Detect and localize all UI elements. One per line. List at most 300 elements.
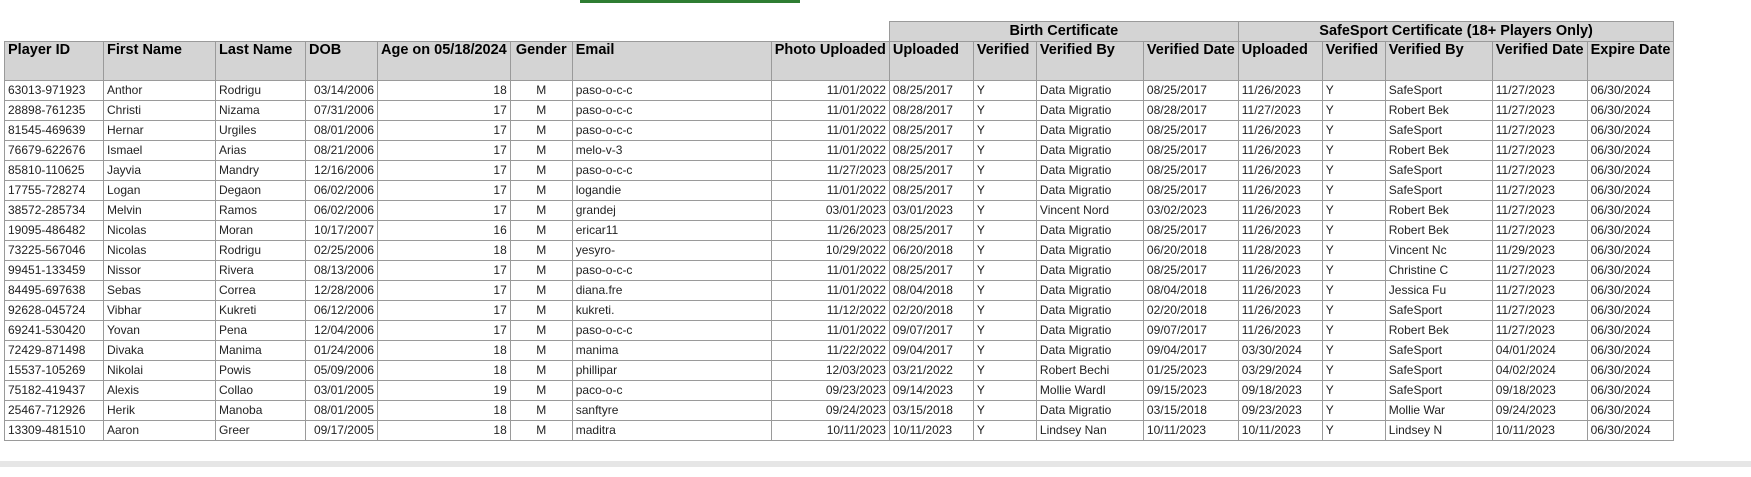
table-cell[interactable]: Mollie Wardl	[1036, 381, 1143, 401]
table-cell[interactable]: 28898-761235	[5, 101, 104, 121]
table-cell[interactable]: 10/11/2023	[771, 421, 889, 441]
table-cell[interactable]: 08/25/2017	[1143, 121, 1238, 141]
table-cell[interactable]: 11/27/2023	[1492, 321, 1587, 341]
table-cell[interactable]: Herik	[104, 401, 216, 421]
table-cell[interactable]: 06/20/2018	[889, 241, 973, 261]
table-cell[interactable]: Y	[973, 261, 1036, 281]
table-cell[interactable]: M	[510, 401, 572, 421]
table-cell[interactable]: 06/30/2024	[1587, 341, 1674, 361]
table-cell[interactable]: SafeSport	[1385, 381, 1492, 401]
table-cell[interactable]: Y	[1322, 201, 1385, 221]
table-cell[interactable]: Rodrigu	[216, 81, 306, 101]
table-cell[interactable]: 11/01/2022	[771, 141, 889, 161]
table-cell[interactable]: Y	[973, 321, 1036, 341]
table-cell[interactable]: 01/24/2006	[306, 341, 378, 361]
table-cell[interactable]: 06/02/2006	[306, 181, 378, 201]
table-cell[interactable]: Y	[1322, 221, 1385, 241]
table-cell[interactable]: 06/30/2024	[1587, 81, 1674, 101]
table-cell[interactable]: 17	[378, 261, 511, 281]
table-cell[interactable]: Robert Bechi	[1036, 361, 1143, 381]
table-cell[interactable]: 75182-419437	[5, 381, 104, 401]
table-cell[interactable]: Y	[1322, 261, 1385, 281]
table-cell[interactable]: Christine C	[1385, 261, 1492, 281]
table-cell[interactable]: Y	[1322, 241, 1385, 261]
table-cell[interactable]: 11/26/2023	[1238, 221, 1322, 241]
table-cell[interactable]: 17	[378, 281, 511, 301]
table-cell[interactable]: 09/18/2023	[1492, 381, 1587, 401]
column-header-15[interactable]: Verified Date	[1492, 42, 1587, 81]
table-cell[interactable]: 08/04/2018	[1143, 281, 1238, 301]
table-cell[interactable]: 06/30/2024	[1587, 401, 1674, 421]
table-cell[interactable]: 03/15/2018	[1143, 401, 1238, 421]
table-cell[interactable]: Y	[973, 401, 1036, 421]
table-cell[interactable]: 08/25/2017	[889, 121, 973, 141]
table-cell[interactable]: Mandry	[216, 161, 306, 181]
table-cell[interactable]: 08/21/2006	[306, 141, 378, 161]
table-cell[interactable]: 84495-697638	[5, 281, 104, 301]
table-cell[interactable]: 92628-045724	[5, 301, 104, 321]
table-cell[interactable]: 01/25/2023	[1143, 361, 1238, 381]
table-cell[interactable]: Data Migratio	[1036, 401, 1143, 421]
table-cell[interactable]: Y	[973, 381, 1036, 401]
column-header-3[interactable]: DOB	[306, 42, 378, 81]
table-cell[interactable]: 18	[378, 341, 511, 361]
column-header-10[interactable]: Verified By	[1036, 42, 1143, 81]
table-cell[interactable]: 18	[378, 81, 511, 101]
table-cell[interactable]: 11/26/2023	[771, 221, 889, 241]
table-cell[interactable]: 16	[378, 221, 511, 241]
table-cell[interactable]: Y	[1322, 381, 1385, 401]
table-cell[interactable]: 09/24/2023	[771, 401, 889, 421]
table-cell[interactable]: 06/30/2024	[1587, 301, 1674, 321]
table-cell[interactable]: 11/26/2023	[1238, 281, 1322, 301]
table-cell[interactable]: Y	[1322, 121, 1385, 141]
table-cell[interactable]: 11/01/2022	[771, 81, 889, 101]
table-cell[interactable]: 12/04/2006	[306, 321, 378, 341]
table-cell[interactable]: Pena	[216, 321, 306, 341]
table-cell[interactable]: Jessica Fu	[1385, 281, 1492, 301]
table-cell[interactable]: Manima	[216, 341, 306, 361]
table-cell[interactable]: Y	[973, 161, 1036, 181]
table-cell[interactable]: 06/30/2024	[1587, 421, 1674, 441]
table-cell[interactable]: 11/27/2023	[1492, 141, 1587, 161]
table-cell[interactable]: SafeSport	[1385, 301, 1492, 321]
table-cell[interactable]: 10/29/2022	[771, 241, 889, 261]
table-cell[interactable]: 11/01/2022	[771, 261, 889, 281]
table-cell[interactable]: 10/11/2023	[889, 421, 973, 441]
table-cell[interactable]: 11/27/2023	[1492, 101, 1587, 121]
table-cell[interactable]: 03/01/2023	[889, 201, 973, 221]
table-cell[interactable]: 06/30/2024	[1587, 101, 1674, 121]
table-cell[interactable]: 04/02/2024	[1492, 361, 1587, 381]
table-cell[interactable]: 11/27/2023	[1492, 181, 1587, 201]
table-cell[interactable]: 06/30/2024	[1587, 241, 1674, 261]
table-cell[interactable]: Y	[973, 341, 1036, 361]
column-header-1[interactable]: First Name	[104, 42, 216, 81]
table-cell[interactable]: 03/02/2023	[1143, 201, 1238, 221]
table-cell[interactable]: 11/26/2023	[1238, 161, 1322, 181]
table-cell[interactable]: Y	[1322, 321, 1385, 341]
table-cell[interactable]: Y	[973, 121, 1036, 141]
table-cell[interactable]: 11/26/2023	[1238, 141, 1322, 161]
table-cell[interactable]: Data Migratio	[1036, 241, 1143, 261]
table-cell[interactable]: ericar11	[572, 221, 771, 241]
table-cell[interactable]: SafeSport	[1385, 341, 1492, 361]
table-cell[interactable]: 09/18/2023	[1238, 381, 1322, 401]
table-cell[interactable]: 11/01/2022	[771, 101, 889, 121]
table-cell[interactable]: 02/20/2018	[1143, 301, 1238, 321]
table-cell[interactable]: 99451-133459	[5, 261, 104, 281]
table-cell[interactable]: Ramos	[216, 201, 306, 221]
table-cell[interactable]: Y	[1322, 141, 1385, 161]
table-cell[interactable]: M	[510, 121, 572, 141]
table-cell[interactable]: Robert Bek	[1385, 201, 1492, 221]
table-cell[interactable]: Hernar	[104, 121, 216, 141]
table-cell[interactable]: maditra	[572, 421, 771, 441]
table-cell[interactable]: 08/01/2006	[306, 121, 378, 141]
table-cell[interactable]: paso-o-c-c	[572, 261, 771, 281]
table-cell[interactable]: Y	[973, 181, 1036, 201]
column-header-8[interactable]: Uploaded	[889, 42, 973, 81]
table-cell[interactable]: paso-o-c-c	[572, 101, 771, 121]
table-cell[interactable]: Rivera	[216, 261, 306, 281]
table-cell[interactable]: 09/14/2023	[889, 381, 973, 401]
table-cell[interactable]: 06/30/2024	[1587, 221, 1674, 241]
table-cell[interactable]: diana.fre	[572, 281, 771, 301]
table-cell[interactable]: Y	[973, 221, 1036, 241]
table-cell[interactable]: M	[510, 341, 572, 361]
table-cell[interactable]: Y	[973, 241, 1036, 261]
table-cell[interactable]: paco-o-c	[572, 381, 771, 401]
table-cell[interactable]: 03/15/2018	[889, 401, 973, 421]
table-cell[interactable]: 03/30/2024	[1238, 341, 1322, 361]
table-cell[interactable]: Rodrigu	[216, 241, 306, 261]
column-header-2[interactable]: Last Name	[216, 42, 306, 81]
table-cell[interactable]: M	[510, 201, 572, 221]
table-cell[interactable]: Nikolai	[104, 361, 216, 381]
table-cell[interactable]: 11/26/2023	[1238, 121, 1322, 141]
table-cell[interactable]: Sebas	[104, 281, 216, 301]
table-cell[interactable]: 08/25/2017	[1143, 181, 1238, 201]
table-cell[interactable]: Kukreti	[216, 301, 306, 321]
table-cell[interactable]: SafeSport	[1385, 121, 1492, 141]
table-cell[interactable]: 17	[378, 161, 511, 181]
table-cell[interactable]: Melvin	[104, 201, 216, 221]
table-cell[interactable]: Data Migratio	[1036, 221, 1143, 241]
table-cell[interactable]: 06/12/2006	[306, 301, 378, 321]
table-cell[interactable]: Data Migratio	[1036, 161, 1143, 181]
table-cell[interactable]: Y	[973, 141, 1036, 161]
table-cell[interactable]: M	[510, 421, 572, 441]
table-cell[interactable]: M	[510, 301, 572, 321]
table-cell[interactable]: M	[510, 281, 572, 301]
column-header-4[interactable]: Age on 05/18/2024	[378, 42, 511, 81]
table-cell[interactable]: Nissor	[104, 261, 216, 281]
table-cell[interactable]: 17	[378, 121, 511, 141]
table-cell[interactable]: Alexis	[104, 381, 216, 401]
table-cell[interactable]: 11/29/2023	[1492, 241, 1587, 261]
table-cell[interactable]: paso-o-c-c	[572, 161, 771, 181]
table-cell[interactable]: 15537-105269	[5, 361, 104, 381]
table-cell[interactable]: 73225-567046	[5, 241, 104, 261]
table-cell[interactable]: Aaron	[104, 421, 216, 441]
column-header-9[interactable]: Verified	[973, 42, 1036, 81]
table-cell[interactable]: 04/01/2024	[1492, 341, 1587, 361]
table-cell[interactable]: 11/26/2023	[1238, 181, 1322, 201]
table-cell[interactable]: 18	[378, 421, 511, 441]
table-cell[interactable]: Data Migratio	[1036, 341, 1143, 361]
table-cell[interactable]: 09/17/2005	[306, 421, 378, 441]
table-cell[interactable]: Mollie War	[1385, 401, 1492, 421]
table-cell[interactable]: Y	[1322, 421, 1385, 441]
table-cell[interactable]: Lindsey N	[1385, 421, 1492, 441]
table-cell[interactable]: 08/28/2017	[1143, 101, 1238, 121]
table-cell[interactable]: 08/25/2017	[1143, 81, 1238, 101]
table-cell[interactable]: Data Migratio	[1036, 141, 1143, 161]
table-cell[interactable]: Y	[1322, 281, 1385, 301]
table-cell[interactable]: paso-o-c-c	[572, 321, 771, 341]
table-cell[interactable]: M	[510, 101, 572, 121]
table-cell[interactable]: 11/27/2023	[1492, 221, 1587, 241]
table-cell[interactable]: 11/01/2022	[771, 121, 889, 141]
table-cell[interactable]: 11/27/2023	[1492, 161, 1587, 181]
table-cell[interactable]: 19095-486482	[5, 221, 104, 241]
table-cell[interactable]: Y	[1322, 101, 1385, 121]
table-cell[interactable]: Y	[1322, 161, 1385, 181]
table-cell[interactable]: Data Migratio	[1036, 181, 1143, 201]
table-cell[interactable]: 11/26/2023	[1238, 301, 1322, 321]
table-cell[interactable]: 06/30/2024	[1587, 161, 1674, 181]
table-cell[interactable]: 09/15/2023	[1143, 381, 1238, 401]
table-cell[interactable]: Arias	[216, 141, 306, 161]
table-cell[interactable]: 11/26/2023	[1238, 81, 1322, 101]
table-cell[interactable]: 11/12/2022	[771, 301, 889, 321]
table-cell[interactable]: 11/01/2022	[771, 181, 889, 201]
table-cell[interactable]: Urgiles	[216, 121, 306, 141]
table-cell[interactable]: M	[510, 241, 572, 261]
table-cell[interactable]: 38572-285734	[5, 201, 104, 221]
table-cell[interactable]: 17	[378, 301, 511, 321]
table-cell[interactable]: 03/29/2024	[1238, 361, 1322, 381]
table-cell[interactable]: Data Migratio	[1036, 321, 1143, 341]
table-cell[interactable]: Data Migratio	[1036, 281, 1143, 301]
table-cell[interactable]: Vibhar	[104, 301, 216, 321]
table-cell[interactable]: 11/01/2022	[771, 321, 889, 341]
table-cell[interactable]: 10/11/2023	[1143, 421, 1238, 441]
column-header-5[interactable]: Gender	[510, 42, 572, 81]
table-cell[interactable]: 11/27/2023	[1492, 281, 1587, 301]
table-cell[interactable]: manima	[572, 341, 771, 361]
table-cell[interactable]: 18	[378, 401, 511, 421]
table-cell[interactable]: 13309-481510	[5, 421, 104, 441]
table-cell[interactable]: 11/26/2023	[1238, 201, 1322, 221]
table-cell[interactable]: 17755-728274	[5, 181, 104, 201]
table-cell[interactable]: 11/01/2022	[771, 281, 889, 301]
table-cell[interactable]: Y	[1322, 361, 1385, 381]
table-cell[interactable]: 10/11/2023	[1238, 421, 1322, 441]
table-cell[interactable]: 09/24/2023	[1492, 401, 1587, 421]
table-cell[interactable]: 06/30/2024	[1587, 361, 1674, 381]
table-cell[interactable]: 17	[378, 181, 511, 201]
table-cell[interactable]: Y	[973, 101, 1036, 121]
table-cell[interactable]: 03/01/2023	[771, 201, 889, 221]
table-cell[interactable]: 17	[378, 141, 511, 161]
table-cell[interactable]: 17	[378, 101, 511, 121]
table-cell[interactable]: M	[510, 81, 572, 101]
table-cell[interactable]: Y	[1322, 181, 1385, 201]
column-header-7[interactable]: Photo Uploaded	[771, 42, 889, 81]
table-cell[interactable]: M	[510, 321, 572, 341]
table-cell[interactable]: Robert Bek	[1385, 141, 1492, 161]
table-cell[interactable]: 19	[378, 381, 511, 401]
table-cell[interactable]: 03/01/2005	[306, 381, 378, 401]
table-cell[interactable]: 17	[378, 321, 511, 341]
table-cell[interactable]: Divaka	[104, 341, 216, 361]
table-cell[interactable]: Collao	[216, 381, 306, 401]
table-cell[interactable]: SafeSport	[1385, 81, 1492, 101]
column-header-11[interactable]: Verified Date	[1143, 42, 1238, 81]
table-cell[interactable]: 69241-530420	[5, 321, 104, 341]
table-cell[interactable]: Nicolas	[104, 241, 216, 261]
table-cell[interactable]: 06/30/2024	[1587, 261, 1674, 281]
table-cell[interactable]: 10/11/2023	[1492, 421, 1587, 441]
table-cell[interactable]: logandie	[572, 181, 771, 201]
table-cell[interactable]: 08/28/2017	[889, 101, 973, 121]
table-cell[interactable]: Greer	[216, 421, 306, 441]
table-cell[interactable]: 11/27/2023	[1492, 201, 1587, 221]
table-cell[interactable]: 03/14/2006	[306, 81, 378, 101]
table-cell[interactable]: Data Migratio	[1036, 301, 1143, 321]
table-cell[interactable]: 06/30/2024	[1587, 181, 1674, 201]
table-cell[interactable]: 12/03/2023	[771, 361, 889, 381]
table-cell[interactable]: 08/25/2017	[889, 181, 973, 201]
table-cell[interactable]: Moran	[216, 221, 306, 241]
table-cell[interactable]: 11/27/2023	[1492, 81, 1587, 101]
table-cell[interactable]: Y	[973, 281, 1036, 301]
table-cell[interactable]: Vincent Nord	[1036, 201, 1143, 221]
column-header-12[interactable]: Uploaded	[1238, 42, 1322, 81]
table-cell[interactable]: 06/02/2006	[306, 201, 378, 221]
table-cell[interactable]: M	[510, 221, 572, 241]
table-cell[interactable]: Nizama	[216, 101, 306, 121]
table-cell[interactable]: Manoba	[216, 401, 306, 421]
table-cell[interactable]: 05/09/2006	[306, 361, 378, 381]
table-cell[interactable]: Y	[1322, 81, 1385, 101]
table-cell[interactable]: 12/16/2006	[306, 161, 378, 181]
table-cell[interactable]: M	[510, 261, 572, 281]
table-cell[interactable]: 72429-871498	[5, 341, 104, 361]
column-header-0[interactable]: Player ID	[5, 42, 104, 81]
table-cell[interactable]: 06/30/2024	[1587, 201, 1674, 221]
table-cell[interactable]: 08/25/2017	[1143, 261, 1238, 281]
table-cell[interactable]: Yovan	[104, 321, 216, 341]
column-header-14[interactable]: Verified By	[1385, 42, 1492, 81]
table-cell[interactable]: 11/28/2023	[1238, 241, 1322, 261]
table-cell[interactable]: Data Migratio	[1036, 81, 1143, 101]
table-cell[interactable]: 18	[378, 241, 511, 261]
table-cell[interactable]: grandej	[572, 201, 771, 221]
table-cell[interactable]: M	[510, 381, 572, 401]
table-cell[interactable]: 08/25/2017	[1143, 221, 1238, 241]
table-cell[interactable]: SafeSport	[1385, 361, 1492, 381]
table-cell[interactable]: Data Migratio	[1036, 261, 1143, 281]
table-cell[interactable]: 11/27/2023	[1238, 101, 1322, 121]
table-cell[interactable]: 11/27/2023	[1492, 261, 1587, 281]
table-cell[interactable]: 11/22/2022	[771, 341, 889, 361]
table-cell[interactable]: Y	[973, 301, 1036, 321]
table-cell[interactable]: SafeSport	[1385, 161, 1492, 181]
table-cell[interactable]: paso-o-c-c	[572, 121, 771, 141]
table-cell[interactable]: M	[510, 361, 572, 381]
table-cell[interactable]: Anthor	[104, 81, 216, 101]
table-cell[interactable]: Y	[973, 421, 1036, 441]
table-cell[interactable]: Vincent Nc	[1385, 241, 1492, 261]
table-cell[interactable]: 85810-110625	[5, 161, 104, 181]
table-cell[interactable]: kukreti.	[572, 301, 771, 321]
table-cell[interactable]: Nicolas	[104, 221, 216, 241]
table-cell[interactable]: 09/07/2017	[1143, 321, 1238, 341]
table-cell[interactable]: Y	[973, 361, 1036, 381]
table-cell[interactable]: 08/04/2018	[889, 281, 973, 301]
table-cell[interactable]: 09/23/2023	[1238, 401, 1322, 421]
table-cell[interactable]: 08/01/2005	[306, 401, 378, 421]
table-cell[interactable]: Powis	[216, 361, 306, 381]
table-cell[interactable]: 06/30/2024	[1587, 141, 1674, 161]
table-cell[interactable]: 02/25/2006	[306, 241, 378, 261]
table-cell[interactable]: Lindsey Nan	[1036, 421, 1143, 441]
table-cell[interactable]: Degaon	[216, 181, 306, 201]
table-cell[interactable]: 10/17/2007	[306, 221, 378, 241]
column-header-6[interactable]: Email	[572, 42, 771, 81]
table-cell[interactable]: 17	[378, 201, 511, 221]
table-cell[interactable]: 76679-622676	[5, 141, 104, 161]
table-cell[interactable]: 81545-469639	[5, 121, 104, 141]
table-cell[interactable]: 07/31/2006	[306, 101, 378, 121]
table-cell[interactable]: 08/13/2006	[306, 261, 378, 281]
table-cell[interactable]: Y	[973, 201, 1036, 221]
table-cell[interactable]: M	[510, 181, 572, 201]
table-cell[interactable]: Y	[973, 81, 1036, 101]
table-cell[interactable]: Correa	[216, 281, 306, 301]
table-cell[interactable]: 18	[378, 361, 511, 381]
table-cell[interactable]: Data Migratio	[1036, 101, 1143, 121]
table-cell[interactable]: 06/20/2018	[1143, 241, 1238, 261]
table-cell[interactable]: phillipar	[572, 361, 771, 381]
table-cell[interactable]: Jayvia	[104, 161, 216, 181]
table-cell[interactable]: 25467-712926	[5, 401, 104, 421]
table-cell[interactable]: Y	[1322, 301, 1385, 321]
table-cell[interactable]: 08/25/2017	[889, 221, 973, 241]
table-cell[interactable]: M	[510, 141, 572, 161]
table-cell[interactable]: Y	[1322, 401, 1385, 421]
table-cell[interactable]: Ismael	[104, 141, 216, 161]
table-cell[interactable]: Robert Bek	[1385, 101, 1492, 121]
table-cell[interactable]: 08/25/2017	[889, 81, 973, 101]
table-cell[interactable]: M	[510, 161, 572, 181]
table-cell[interactable]: 08/25/2017	[889, 161, 973, 181]
table-cell[interactable]: Y	[1322, 341, 1385, 361]
column-header-16[interactable]: Expire Date	[1587, 42, 1674, 81]
table-cell[interactable]: Christi	[104, 101, 216, 121]
table-cell[interactable]: 03/21/2022	[889, 361, 973, 381]
table-cell[interactable]: 63013-971923	[5, 81, 104, 101]
table-cell[interactable]: 06/30/2024	[1587, 281, 1674, 301]
table-cell[interactable]: 11/26/2023	[1238, 261, 1322, 281]
table-cell[interactable]: SafeSport	[1385, 181, 1492, 201]
table-cell[interactable]: 08/25/2017	[889, 261, 973, 281]
table-cell[interactable]: 12/28/2006	[306, 281, 378, 301]
table-cell[interactable]: 02/20/2018	[889, 301, 973, 321]
